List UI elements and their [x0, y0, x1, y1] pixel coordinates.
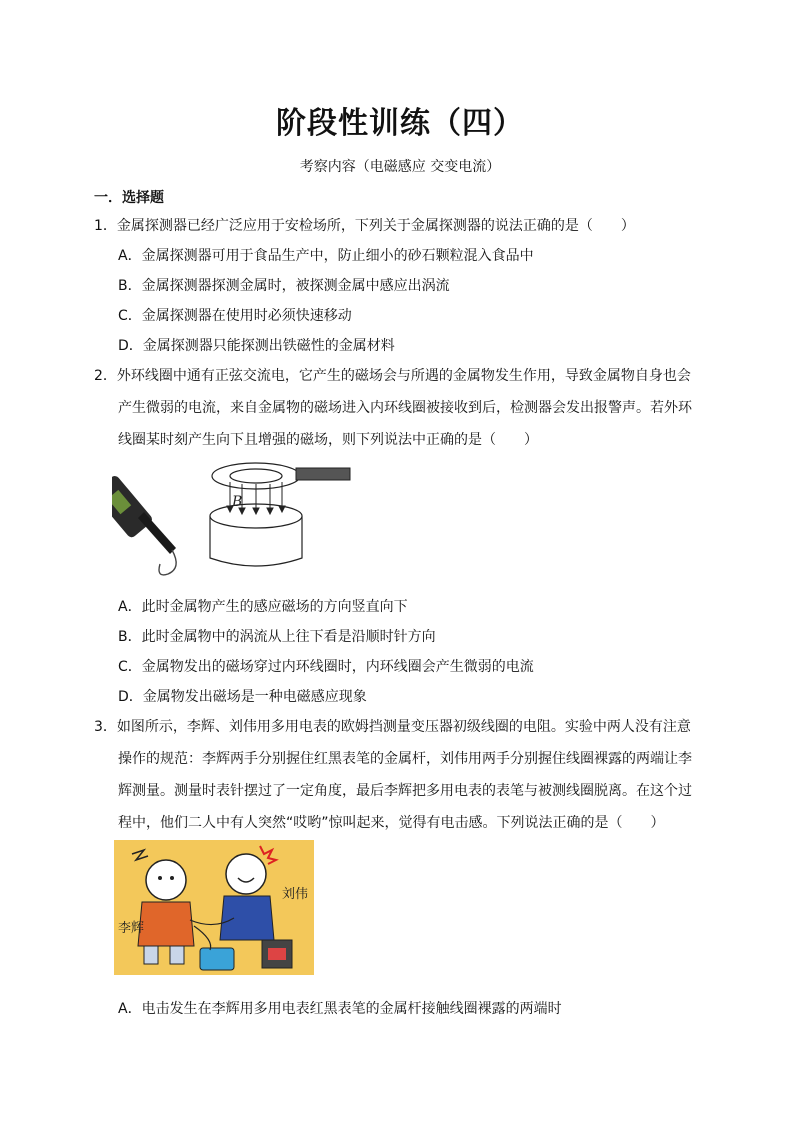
- question-1-option-d: D．金属探测器只能探测出铁磁性的金属材料: [118, 338, 395, 354]
- question-2-text-line-1: 2．外环线圈中通有正弦交流电，它产生的磁场会与所遇的金属物发生作用，导致金属物自身也会: [94, 368, 691, 384]
- question-3-text-line-1: 3．如图所示，李辉、刘伟用多用电表的欧姆挡测量变压器初级线圈的电阻。实验中两人没有注意: [94, 719, 691, 735]
- question-2-option-d: D．金属物发出磁场是一种电磁感应现象: [118, 689, 367, 705]
- question-3-text-line-3: 辉测量。测量时表针摆过了一定角度，最后李辉把多用电表的表笔与被测线圈脱离。在这个过: [118, 783, 692, 799]
- metal-detector-illustration: [112, 470, 192, 580]
- question-3-text-line-2: 操作的规范：李辉两手分别握住红黑表笔的金属杆，刘伟用两手分别握住线圈裸露的两端让李: [118, 751, 692, 767]
- question-1-text: 1．金属探测器已经广泛应用于安检场所，下列关于金属探测器的说法正确的是（ ）: [94, 218, 635, 234]
- question-1-option-c: C．金属探测器在使用时必须快速移动: [118, 308, 352, 324]
- cartoon-illustration: [114, 840, 314, 975]
- question-1-option-a: A．金属探测器可用于食品生产中，防止细小的砂石颗粒混入食品中: [118, 248, 534, 264]
- question-2-option-b: B．此时金属物中的涡流从上往下看是沿顺时针方向: [118, 629, 436, 645]
- page-title: 阶段性训练（四）: [276, 106, 524, 141]
- question-2-text-line-3: 线圈某时刻产生向下且增强的磁场，则下列说法中正确的是（ ）: [118, 432, 538, 448]
- question-2-text-line-2: 产生微弱的电流，来自金属物的磁场进入内环线圈被接收到后，检测器会发出报警声。若外环: [118, 400, 692, 416]
- question-2-option-c: C．金属物发出的磁场穿过内环线圈时，内环线圈会产生微弱的电流: [118, 659, 534, 675]
- cartoon-label-liu-wei: 刘伟: [282, 886, 309, 901]
- magnetic-field-label: B: [232, 494, 243, 510]
- question-3-option-a: A．电击发生在李辉用多用电表红黑表笔的金属杆接触线圈裸露的两端时: [118, 1001, 562, 1017]
- page-subtitle: 考察内容（电磁感应 交变电流）: [299, 159, 501, 175]
- question-3-text-line-4: 程中，他们二人中有人突然“哎哟”惊叫起来，觉得有电击感。下列说法正确的是（ ）: [118, 815, 665, 831]
- section-heading: 一．选择题: [94, 190, 164, 206]
- cartoon-label-li-hui: 李辉: [118, 920, 145, 935]
- question-2-option-a: A．此时金属物产生的感应磁场的方向竖直向下: [118, 599, 408, 615]
- question-1-option-b: B．金属探测器探测金属时，被探测金属中感应出涡流: [118, 278, 450, 294]
- coil-metal-diagram: [206, 460, 356, 572]
